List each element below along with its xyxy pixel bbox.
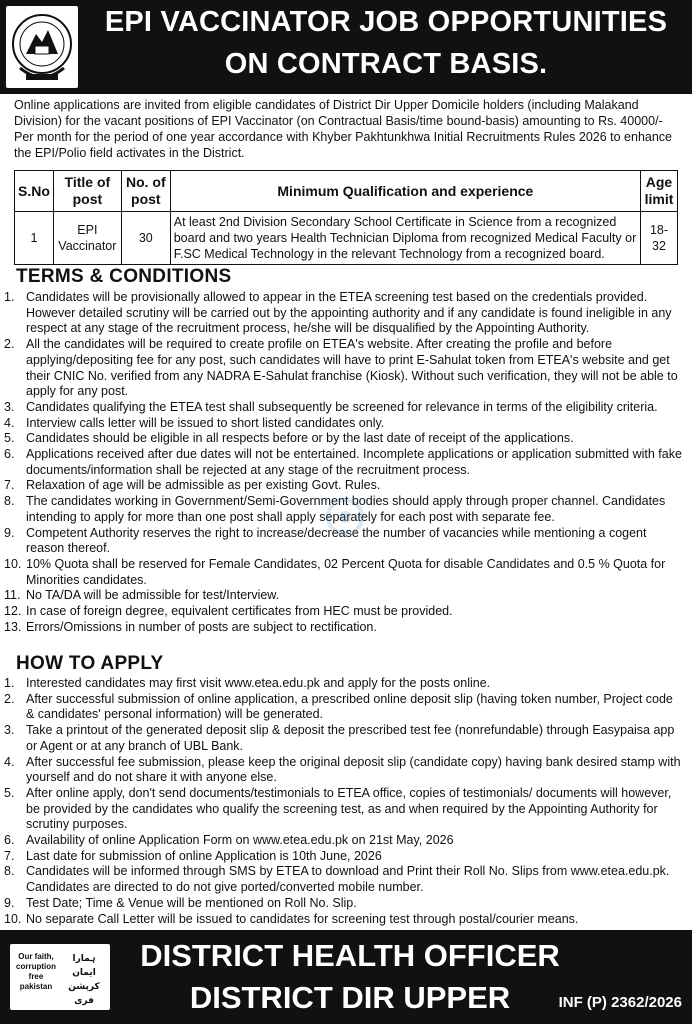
list-item-number: 9. xyxy=(4,525,15,540)
list-item xyxy=(0,864,684,895)
list-item xyxy=(0,290,684,337)
terms-heading: TERMS & CONDITIONS xyxy=(16,266,232,287)
list-item xyxy=(0,896,684,912)
list-item-number: 10. xyxy=(4,556,22,571)
apply-heading: HOW TO APPLY xyxy=(16,653,164,674)
list-item-number: 2. xyxy=(4,691,15,706)
list-item-number: 6. xyxy=(4,447,15,462)
header-banner xyxy=(0,0,692,94)
intro-paragraph: Online applications are invited from eligible candidates of District Dir Upper Domicile holders (including Malakand Division) for the vacant positions of EPI Vaccinator (on Contractual Basis/time bound-basis) amounting to Rs. 40000/-Per month for the period of one year accordance with Khyber Pakhtunkhwa Initial Recruitments Rules 2026 to enhance the EPI/Polio field activates in the District. xyxy=(14,98,673,160)
cell-sno: 1 xyxy=(15,212,54,265)
list-item xyxy=(0,692,684,723)
list-item-text: After online apply, don't send documents/testimonials to ETEA office, copies of testimonials/ documents will however, be provided by the candidates who qualify the screening test, as and when required by the Appointing Authority for scrutiny purposes. xyxy=(26,785,672,832)
page-title-line-1: EPI VACCINATOR JOB OPPORTUNITIES xyxy=(104,6,668,38)
list-item-number: 8. xyxy=(4,494,15,509)
col-header-qualification: Minimum Qualification and experience xyxy=(170,171,640,212)
list-item-text: Take a printout of the generated deposit slip & deposit the prescribed test fee (nonrefundable) through Easypaisa app or Agent or at any branch of UBL Bank. xyxy=(26,723,675,753)
list-item xyxy=(0,755,684,786)
motto-english: Our faith, corruption free pakistan xyxy=(16,952,56,991)
list-item-number: 1. xyxy=(4,676,15,690)
list-item-number: 1. xyxy=(4,290,15,304)
apply-list xyxy=(0,676,684,927)
col-header-sno: S.No xyxy=(15,171,54,212)
list-item xyxy=(0,431,684,447)
list-item-number: 4. xyxy=(4,754,15,769)
list-item-number: 8. xyxy=(4,864,15,879)
list-item-number: 11. xyxy=(4,588,21,603)
list-item xyxy=(0,557,684,588)
list-item-text: Interested candidates may first visit www.etea.edu.pk and apply for the posts online. xyxy=(26,676,491,690)
list-item-number: 5. xyxy=(4,431,15,446)
list-item xyxy=(0,849,684,865)
list-item-number: 12. xyxy=(4,604,22,619)
cell-title: EPI Vaccinator xyxy=(53,212,121,265)
kpk-emblem-icon xyxy=(6,6,78,88)
list-item-text: Candidates will be informed through SMS by ETEA to download and Print their Roll No. Slips from www.etea.edu.pk. Candidates are directed to do not give ported/converted mobile number. xyxy=(26,864,670,895)
list-item-text: No TA/DA will be admissible for test/Interview. xyxy=(26,588,280,603)
list-item-number: 5. xyxy=(4,785,15,800)
list-item-text: Last date for submission of online Application is 10th June, 2026 xyxy=(26,848,382,863)
list-item xyxy=(0,833,684,849)
list-item-number: 6. xyxy=(4,833,15,848)
motto-urdu: ہمارا ایمان کرپشن فری پاکستان xyxy=(66,954,102,1020)
list-item-number: 7. xyxy=(4,478,15,493)
watermark-logo-icon xyxy=(325,497,365,537)
list-item xyxy=(0,604,684,620)
cell-count: 30 xyxy=(121,212,170,265)
issuer-line-2: DISTRICT DIR UPPER xyxy=(189,980,511,1015)
issuer-line-1: DISTRICT HEALTH OFFICER xyxy=(140,938,560,973)
posts-table xyxy=(14,170,678,265)
list-item-text: Candidates should be eligible in all respects before or by the last date of receipt of the applications. xyxy=(26,431,574,446)
list-item-text: No separate Call Letter will be issued to candidates for screening test through postal/courier means. xyxy=(26,911,579,926)
list-item xyxy=(0,786,684,833)
footer-banner xyxy=(0,930,692,1024)
list-item-number: 10. xyxy=(4,911,22,926)
list-item-number: 2. xyxy=(4,337,15,352)
list-item xyxy=(0,478,684,494)
list-item-text: Relaxation of age will be admissible as per existing Govt. Rules. xyxy=(26,478,381,493)
list-item xyxy=(0,676,684,692)
list-item-text: Candidates will be provisionally allowed to appear in the ETEA screening test based on the credentials provided. However detailed scrutiny will be carried out by the appointing authority and if any candidate is found ineligible in any respect at any stage of the recruitment process, he/she will be disqualified by the Appointing Authority. xyxy=(26,290,672,336)
list-item-number: 4. xyxy=(4,415,15,430)
list-item-number: 7. xyxy=(4,848,15,863)
cell-age: 18-32 xyxy=(641,212,678,265)
page-title-line-2: ON CONTRACT BASIS. xyxy=(224,48,548,80)
list-item-text: The candidates working in Government/Semi-Government bodies should apply through proper channel. Candidates intending to apply for more than one post shall apply separately for each post with separate fee. xyxy=(26,494,666,524)
col-header-title: Title of post xyxy=(53,171,121,212)
list-item-number: 9. xyxy=(4,895,15,910)
list-item-number: 3. xyxy=(4,399,15,414)
list-item xyxy=(0,416,684,432)
list-item-number: 3. xyxy=(4,723,15,738)
anti-corruption-motto-badge xyxy=(10,944,110,1020)
list-item xyxy=(0,912,684,928)
list-item xyxy=(0,337,684,400)
list-item-text: All the candidates will be required to create profile on ETEA's website. After creating the profile and before applying/depositing fee for any post, such candidates will have to print E-Sahulat token from ETEA's website and get their CNIC No. verified from any NADRA E-Sahulat franchise (Kiosk). Without such verification, they will not be able to apply for any post. xyxy=(26,337,678,399)
col-header-age: Age limit xyxy=(641,171,678,212)
terms-list xyxy=(0,290,684,635)
list-item xyxy=(0,447,684,478)
list-item-text: Test Date; Time & Venue will be mentioned on Roll No. Slip. xyxy=(26,895,357,910)
col-header-count: No. of post xyxy=(121,171,170,212)
list-item xyxy=(0,620,684,636)
cell-qualification: At least 2nd Division Secondary School Certificate in Science from a recognized board and two years Health Technician Diploma from recognized Medical Faculty or F.SC Medical Technology in the relevant Technology from a recognized board. xyxy=(170,212,640,265)
list-item-text: Candidates qualifying the ETEA test shall subsequently be screened for relevance in terms of the eligibility criteria. xyxy=(26,399,658,414)
list-item-text: After successful fee submission, please keep the original deposit slip (candidate copy) having bank desired stamp with yourself and do not share it with anyone else. xyxy=(26,754,681,785)
table-row xyxy=(15,212,678,265)
list-item-text: Errors/Omissions in number of posts are subject to rectification. xyxy=(26,619,377,634)
list-item-text: In case of foreign degree, equivalent certificates from HEC must be provided. xyxy=(26,604,453,619)
list-item-number: 13. xyxy=(4,619,22,634)
list-item-text: Competent Authority reserves the right to increase/decrease the number of vacancies while mentioning a cogent reason thereof. xyxy=(26,525,647,556)
list-item xyxy=(0,588,684,604)
list-item-text: After successful submission of online application, a prescribed online deposit slip (having token number, Project code & candidates' personal information) will be generated. xyxy=(26,691,673,722)
list-item xyxy=(0,723,684,754)
table-header-row xyxy=(15,171,678,212)
list-item-text: Applications received after due dates will not be entertained. Incomplete applications or application submitted with fake documents/information shall be rejected at any stage of the recruitment process. xyxy=(26,447,682,477)
inf-reference-number: INF (P) 2362/2026 xyxy=(558,994,682,1011)
list-item-text: Interview calls letter will be issued to short listed candidates only. xyxy=(26,415,385,430)
list-item xyxy=(0,400,684,416)
list-item-text: 10% Quota shall be reserved for Female Candidates, 02 Percent Quota for disable Candidates and 0.5 % Quota for Minorities candidates. xyxy=(26,556,666,587)
list-item-text: Availability of online Application Form on www.etea.edu.pk on 21st May, 2026 xyxy=(26,833,454,848)
